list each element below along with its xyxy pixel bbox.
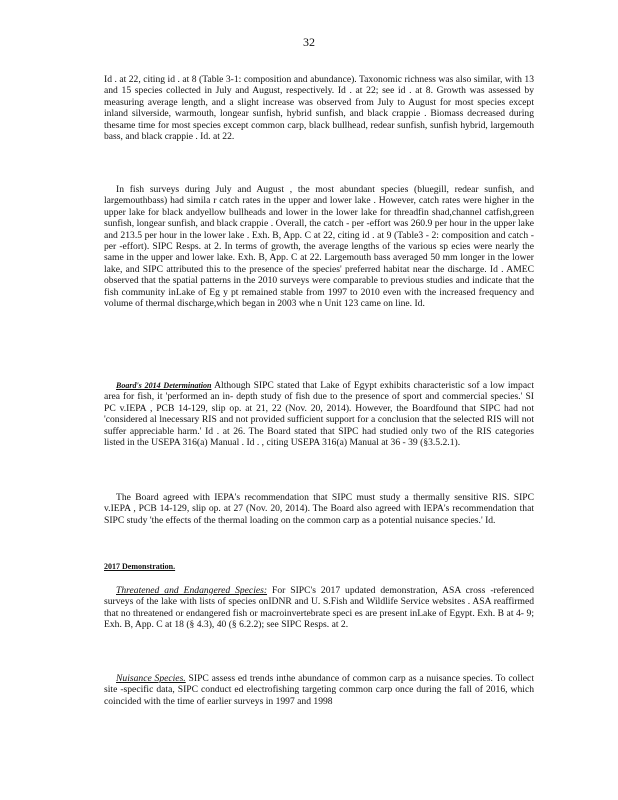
- paragraph-threatened-endangered: [104, 585, 534, 631]
- heading-text: 2017 Demonstration.: [104, 562, 176, 571]
- section-heading: Board's 2014 Determination: [116, 381, 212, 390]
- paragraph-text: In fish surveys during July and August , the most abundant species (bluegill, redear sunfish, and largemouthbass) had simila r catch rates in the upper and lower lake . However, catch rates were higher in the upper lake for black andyellow bullheads and lower in the lower lake for threadfin shad,channel catfish,green sunfish, longear sunfish, and black crappie . Overall, the catch - per -effort was 260.9 per hour in the upper lake and 213.5 per hour in the lower lake . Exh. B, App. C at 22, citing id . at 9 (Table3 - 2: composition and catch -per -effort). SIPC Resps. at 2. In terms of growth, the average lengths of the various sp ecies were nearly the same in the upper and lower lake. Exh. B, App. C at 22. Largemouth bass averaged 50 mm longer in the lower lake, and SIPC attributed this to the presence of the species' preferred habitat near the discharge. Id . AMEC observed that the spatial patterns in the 2010 surveys were comparable to previous studies and indicate that the fish community inLake of Eg y pt remained stable from 1997 to 2010 even with the increased frequency and volume of thermal discharge,which began in 2003 whe n Unit 123 came on line. Id.: [104, 184, 534, 310]
- page-number: 32: [303, 35, 315, 49]
- paragraph-text: Although SIPC stated that Lake of Egypt exhibits characteristic sof a low impact area for fish, it 'performed an in- depth study of fish due to the presence of sport and commercial species.' SI PC v.IEPA , PCB 14-129, slip op. at 21, 22 (Nov. 20, 2014). However, the Boardfound that SIPC had not 'considered al lnecessary RIS and not provided sufficient support for a conclusion that the selected RIS will not suffer appreciable harm.' Id . at 26. The Board stated that SIPC had studied only two of the RIS categories listed in the USEPA 316(a) Manual . Id . , citing USEPA 316(a) Manual at 36 - 39 (§3.5.2.1).: [104, 380, 534, 449]
- paragraph-fish-surveys: [104, 184, 534, 309]
- paragraph-text: The Board agreed with IEPA's recommendation that SIPC must study a thermally sensitive RIS. SIPC v.IEPA , PCB 14-129, slip op. at 27 (Nov. 20, 2014). The Board also agreed with IEPA's recommendation that SIPC study 'the effects of the thermal loading on the common carp as a potential nuisance species.' Id.: [104, 492, 534, 526]
- paragraph-text: For SIPC's 2017 updated demonstration, ASA cross -referenced surveys of the lake with lists of species onIDNR and U. S.Fish and Wildlife Service websites . ASA reaffirmed that no threatened or endangered fish or macroinvertebrate speci es are present inLake of Egypt. Exh. B at 4- 9; Exh. B, App. C at 18 (§ 4.3), 40 (§ 6.2.2); see SIPC Resps. at 2.: [104, 585, 534, 631]
- paragraph-nuisance-species: [104, 673, 534, 707]
- paragraph-text: SIPC assess ed trends inthe abundance of common carp as a nuisance species. To collect site -specific data, SIPC conduct ed electrofishing targeting common carp once during the fall of 2016, which coincided with the time of earlier surveys in 1997 and 1998: [104, 673, 534, 707]
- paragraph-board-2014-determination: [104, 380, 534, 448]
- subsection-heading: Nuisance Species.: [116, 673, 186, 684]
- subsection-heading: Threatened and Endangered Species:: [116, 585, 268, 596]
- section-heading-2017-demonstration: [104, 562, 175, 571]
- paragraph-taxonomic-richness: [104, 74, 534, 142]
- paragraph-text: Id . at 22, citing id . at 8 (Table 3-1: composition and abundance). Taxonomic richness was also similar, with 13 and 15 species collected in July and August, respectively. Id . at 22; see id . at 8. Growth was assessed by measuring average length, and a slight increase was observed from July to August for most species except inland silverside, warmouth, longear sunfish, hybrid sunfish, and black crappie . Biomass decreased during thesame time for most species except common carp, black bullhead, redear sunfish, sunfish hybrid, largemouth bass, and black crappie . Id. at 22.: [104, 74, 534, 143]
- paragraph-board-agreed: [104, 492, 534, 526]
